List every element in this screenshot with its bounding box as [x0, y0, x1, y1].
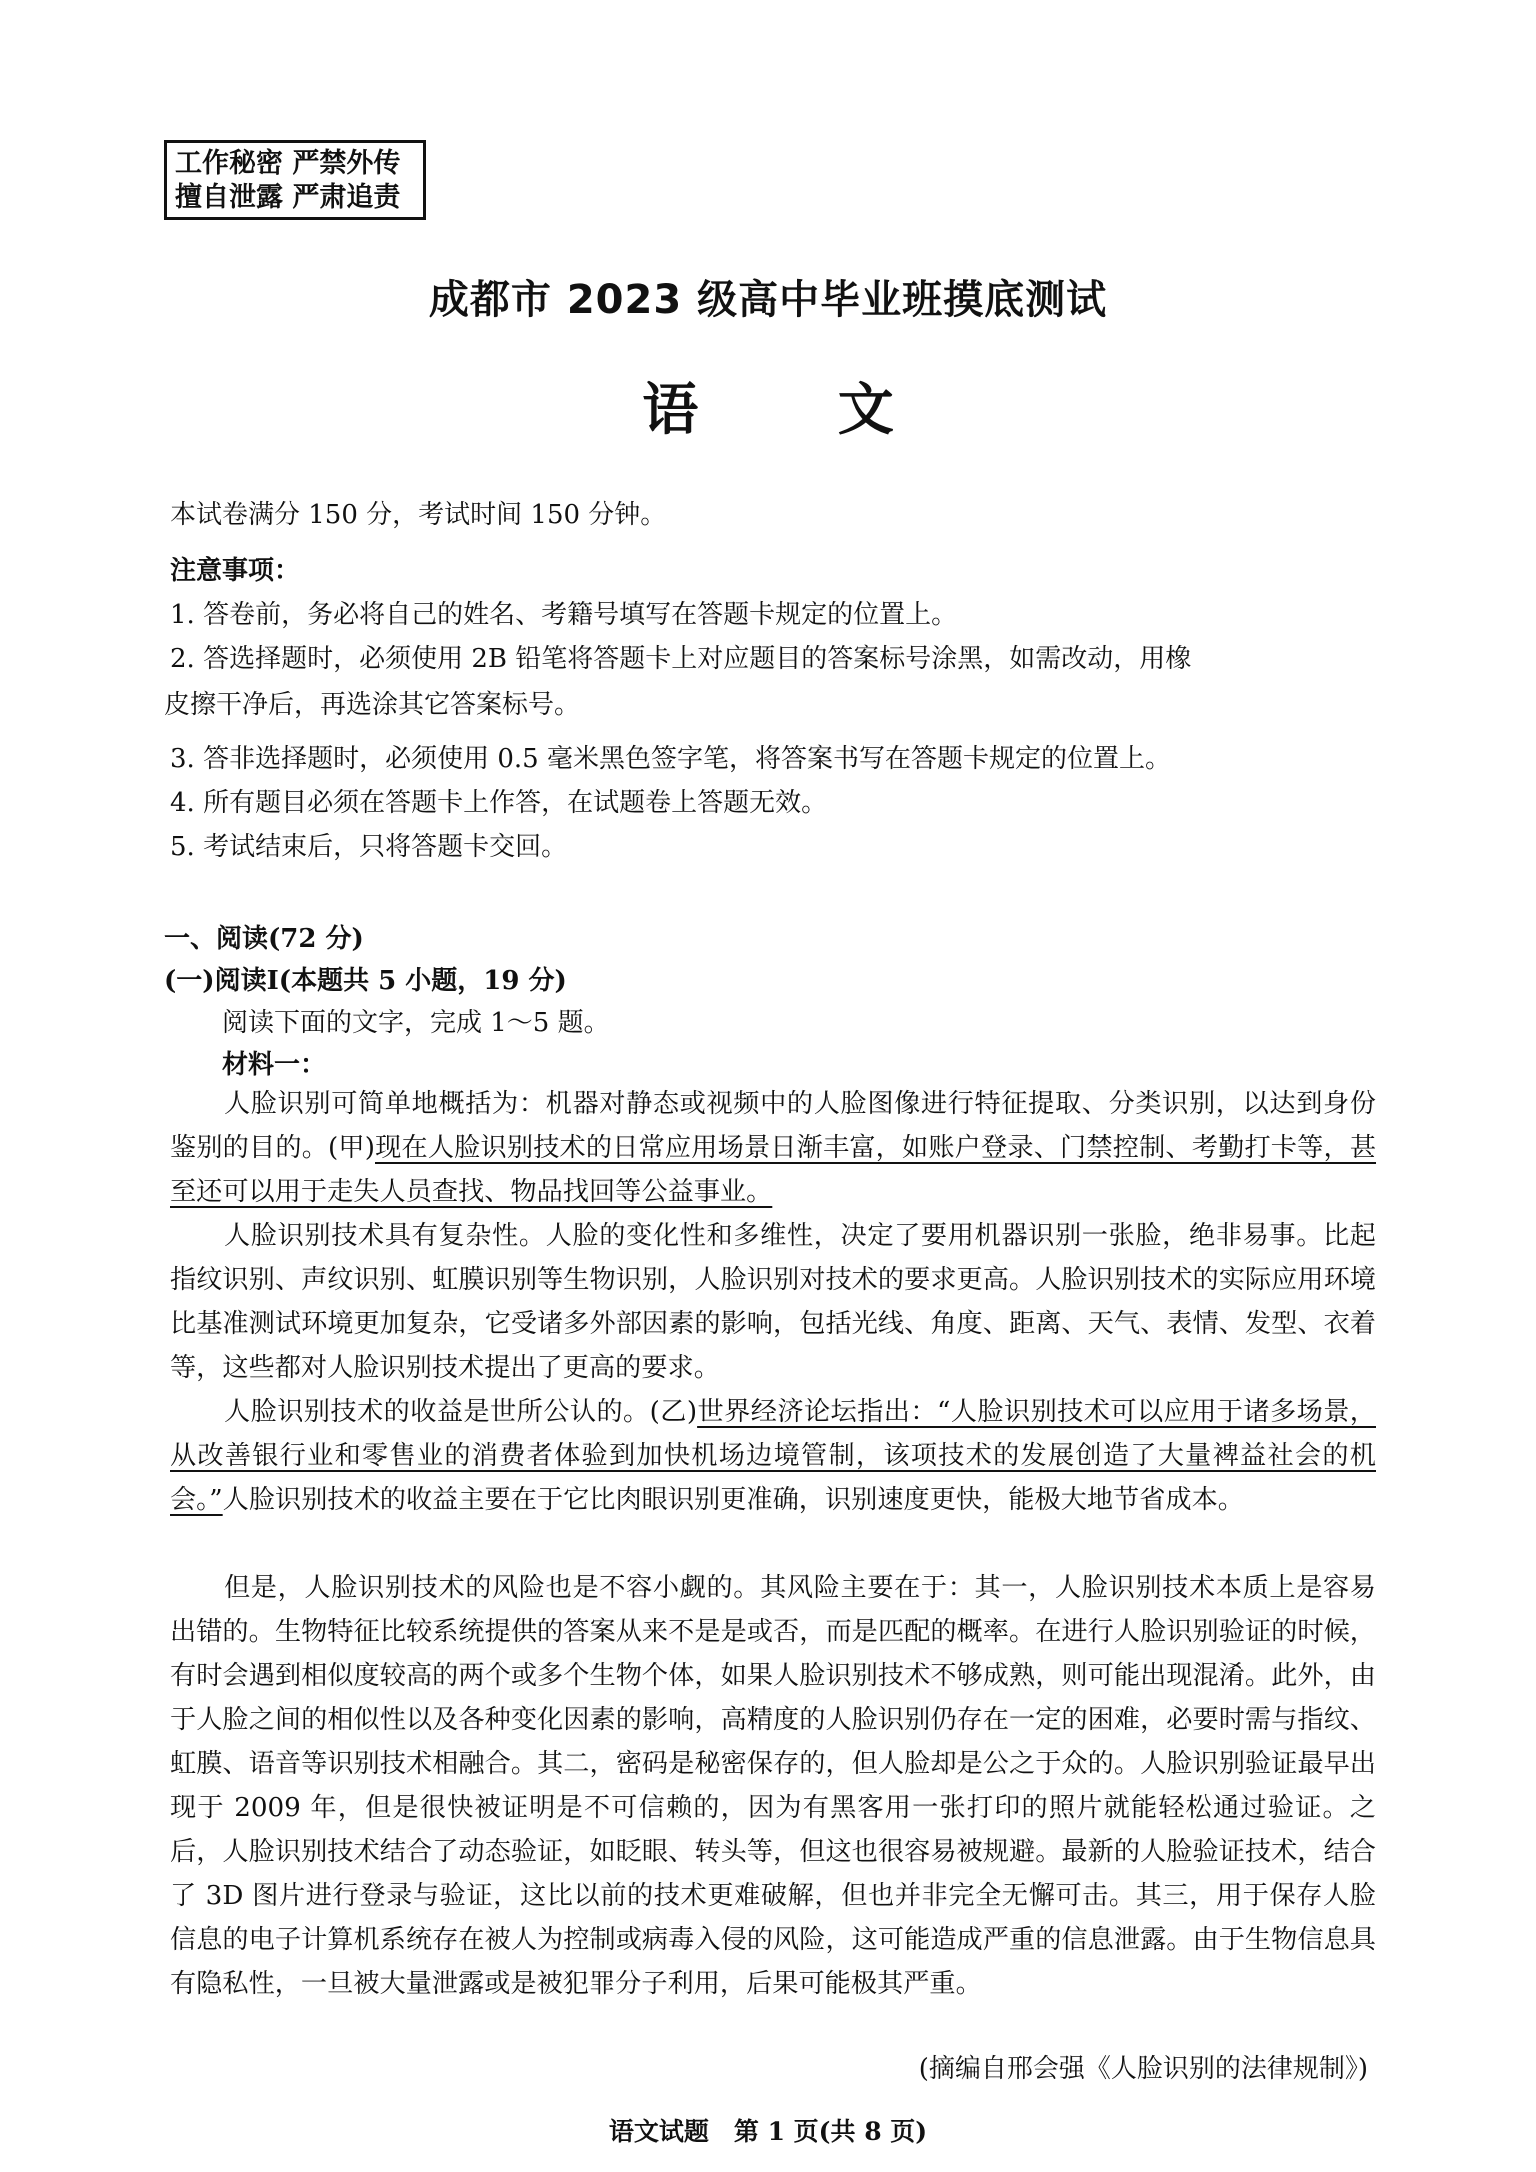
note-item: 3. 答非选择题时，必须使用 0.5 毫米黑色签字笔，将答案书写在答题卡规定的位置上。 [170, 744, 1171, 774]
confidential-stamp [164, 140, 426, 220]
paragraph-4: 但是，人脸识别技术的风险也是不容小觑的。其风险主要在于：其一，人脸识别技术本质上是容易出错的。生物特征比较系统提供的答案从来不是是或否，而是匹配的概率。在进行人脸识别验证的时候，有时会遇到相似度较高的两个或多个生物个体，如果人脸识别技术不够成熟，则可能出现混淆。此外，由于人脸之间的相似性以及各种变化因素的影响，高精度的人脸识别仍存在一定的困难，必要时需与指纹、虹膜、语音等识别技术相融合。其二，密码是秘密保存的，但人脸却是公之于众的。人脸识别验证最早出现于 2009 年，但是很快被证明是不可信赖的，因为有黑客用一张打印的照片就能轻松通过验证。之后，人脸识别技术结合了动态验证，如眨眼、转头等，但这也很容易被规避。最新的人脸验证技术，结合了 3D 图片进行登录与验证，这比以前的技术更难破解，但也并非完全无懈可击。其三，用于保存人脸信息的电子计算机系统存在被人为控制或病毒入侵的风险，这可能造成严重的信息泄露。由于生物信息具有隐私性，一旦被大量泄露或是被犯罪分子利用，后果可能极其严重。 [170, 1573, 1376, 1999]
paragraph-3 [170, 1390, 1376, 1522]
page-footer: 语文试题 第 1 页(共 8 页) [608, 2117, 928, 2146]
section-title: 一、阅读(72 分) [164, 924, 364, 954]
confidential-line-1: 工作秘密 严禁外传 [175, 148, 401, 179]
note-item: 5. 考试结束后，只将答题卡交回。 [170, 832, 568, 862]
underlined-sentence-a: 现在人脸识别技术的日常应用场景日渐丰富，如账户登录、门禁控制、考勤打卡等，甚至还可以用于走失人员查找、物品找回等公益事业。 [170, 1133, 1377, 1207]
exam-info: 本试卷满分 150 分，考试时间 150 分钟。 [170, 500, 667, 530]
underlined-sentence-b: 世界经济论坛指出：“人脸识别技术可以应用于诸多场景，从改善银行业和零售业的消费者体验到加快机场边境管制，该项技术的发展创造了大量裨益社会的机会。” [170, 1397, 1376, 1515]
exam-title: 成都市 2023 级高中毕业班摸底测试 [428, 277, 1108, 323]
note-item: 皮擦干净后，再选涂其它答案标号。 [164, 690, 581, 720]
paragraph-3-tail: 人脸识别技术的收益主要在于它比肉眼识别更准确，识别速度更快，能极大地节省成本。 [222, 1485, 1244, 1515]
material-label: 材料一： [222, 1050, 327, 1080]
paragraph-3-text: 人脸识别技术的收益是世所公认的。(乙) [224, 1397, 698, 1427]
section-instruction: 阅读下面的文字，完成 1～5 题。 [222, 1008, 610, 1038]
source-citation: (摘编自邢会强《人脸识别的法律规制》) [918, 2054, 1368, 2084]
subject-title: 语 文 [642, 378, 954, 443]
note-item: 1. 答卷前，务必将自己的姓名、考籍号填写在答题卡规定的位置上。 [170, 600, 958, 630]
confidential-line-2: 擅自泄露 严肃追责 [175, 182, 401, 213]
paragraph-1 [170, 1082, 1376, 1214]
paragraph-1-text: 人脸识别可简单地概括为：机器对静态或视频中的人脸图像进行特征提取、分类识别，以达到身份鉴别的目的。(甲) [170, 1089, 1376, 1163]
paragraph-2: 人脸识别技术具有复杂性。人脸的变化性和多维性，决定了要用机器识别一张脸，绝非易事。比起指纹识别、声纹识别、虹膜识别等生物识别，人脸识别对技术的要求更高。人脸识别技术的实际应用环境比基准测试环境更加复杂，它受诸多外部因素的影响，包括光线、角度、距离、天气、表情、发型、衣着等，这些都对人脸识别技术提出了更高的要求。 [170, 1221, 1376, 1383]
note-item: 4. 所有题目必须在答题卡上作答，在试题卷上答题无效。 [170, 788, 828, 818]
note-item: 2. 答选择题时，必须使用 2B 铅笔将答题卡上对应题目的答案标号涂黑，如需改动，用橡 [170, 644, 1192, 674]
section-subtitle: (一)阅读Ⅰ(本题共 5 小题，19 分) [164, 966, 567, 996]
notes-title: 注意事项： [170, 556, 301, 586]
